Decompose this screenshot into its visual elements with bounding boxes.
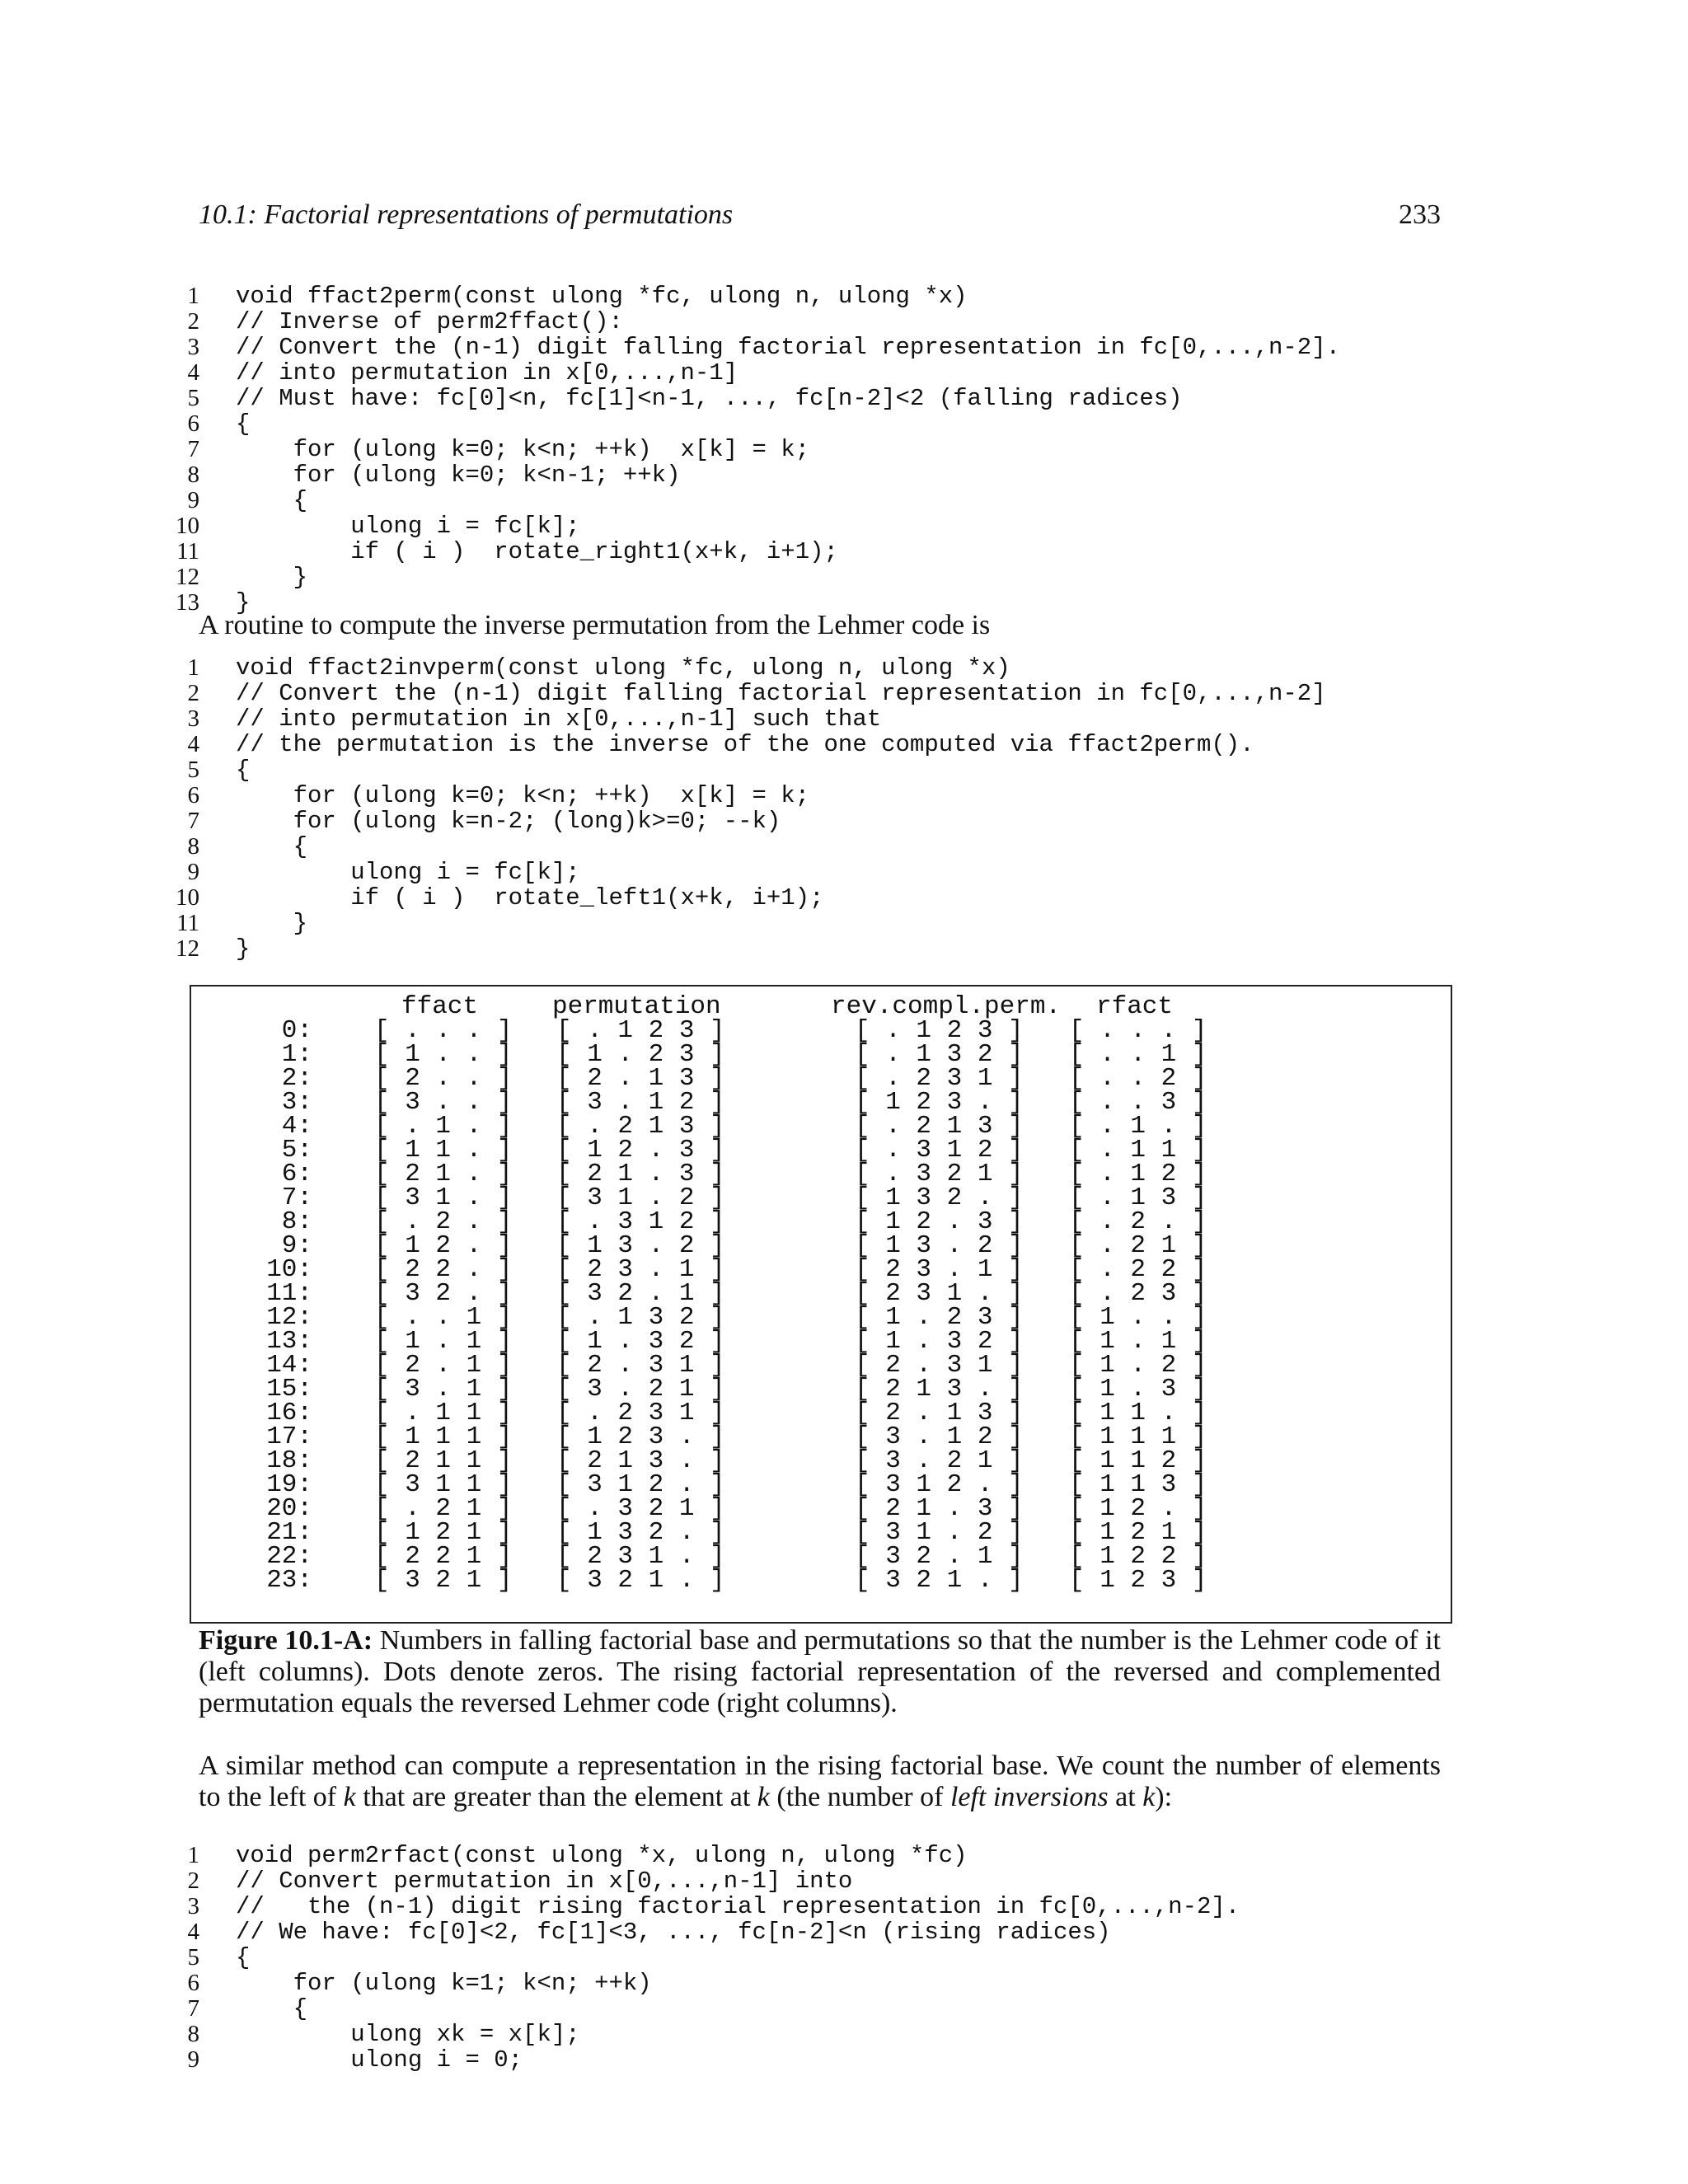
rfact-cell: [ 1 2 2 ] [1069, 1542, 1207, 1571]
line-number: 6 [187, 410, 199, 437]
rev-compl-perm-cell: [ 3 1 2 . ] [855, 1470, 1024, 1499]
table-row [191, 1401, 1428, 1425]
para2-part1: A similar method can compute a representation in the rising factorial base. We count the number of elements to the left of [199, 1750, 1441, 1812]
rfact-cell: [ . . 1 ] [1069, 1040, 1207, 1069]
code-text: // Convert the (n-1) digit falling factorial representation in fc[0,...,n-2] [236, 680, 1326, 707]
rev-compl-perm-cell: [ . 1 3 2 ] [855, 1040, 1024, 1069]
line-number: 7 [187, 436, 199, 462]
code-text: } [236, 935, 251, 963]
ffact-cell: [ . 1 . ] [374, 1112, 513, 1141]
figure-caption [199, 1625, 1441, 1719]
rev-compl-perm-cell: [ 2 1 3 . ] [855, 1375, 1024, 1404]
line-number: 2 [187, 1868, 199, 1894]
permutation-cell: [ 3 2 1 . ] [556, 1566, 725, 1595]
rev-compl-perm-cell: [ 2 3 . 1 ] [855, 1255, 1024, 1284]
line-number: 2 [187, 680, 199, 706]
ffact-cell: [ 1 . 1 ] [374, 1327, 513, 1356]
rev-compl-perm-cell: [ . 1 2 3 ] [855, 1016, 1024, 1045]
row-index: 6: [281, 1160, 312, 1188]
line-number: 11 [176, 910, 199, 936]
table-row [191, 1136, 1428, 1165]
math-k: k [1142, 1782, 1156, 1812]
line-number: 12 [176, 935, 199, 962]
rev-compl-perm-cell: [ 1 2 . 3 ] [855, 1207, 1024, 1236]
row-index: 16: [266, 1399, 312, 1427]
line-number: 2 [187, 308, 199, 335]
code-text: } [236, 564, 308, 591]
row-index: 13: [266, 1327, 312, 1356]
rfact-cell: [ 1 . 2 ] [1069, 1351, 1207, 1380]
ffact-cell: [ . 2 . ] [374, 1207, 513, 1236]
line-number: 3 [187, 705, 199, 732]
rev-compl-perm-cell: [ . 3 1 2 ] [855, 1136, 1024, 1165]
running-head: 10.1: Factorial representations of permutations [199, 199, 734, 230]
line-number: 5 [187, 757, 199, 783]
code-text: ulong i = fc[k]; [236, 859, 580, 886]
row-index: 5: [281, 1136, 312, 1165]
table-row [191, 1375, 1428, 1404]
line-number: 8 [187, 2021, 199, 2047]
ffact-cell: [ 3 . . ] [374, 1088, 513, 1117]
rfact-cell: [ 1 1 3 ] [1069, 1470, 1207, 1499]
table-row [191, 1351, 1428, 1380]
rev-compl-perm-cell: [ 3 2 . 1 ] [855, 1542, 1024, 1571]
table-row [191, 1040, 1428, 1069]
line-number: 6 [187, 1970, 199, 1996]
permutation-cell: [ 3 1 . 2 ] [556, 1183, 725, 1212]
line-number: 10 [176, 513, 199, 539]
row-index: 21: [266, 1518, 312, 1547]
ffact-cell: [ . . . ] [374, 1016, 513, 1045]
column-header: rfact [1096, 992, 1174, 1021]
permutation-cell: [ 1 2 3 . ] [556, 1422, 725, 1451]
table-row [191, 1279, 1428, 1308]
ffact-cell: [ 2 2 . ] [374, 1255, 513, 1284]
rev-compl-perm-cell: [ 1 3 . 2 ] [855, 1231, 1024, 1260]
code-text: // We have: fc[0]<2, fc[1]<3, ..., fc[n-2]<n (rising radices) [236, 1919, 1111, 1946]
row-index: 20: [266, 1494, 312, 1523]
math-k: k [757, 1782, 770, 1812]
rev-compl-perm-cell: [ 1 . 3 2 ] [855, 1327, 1024, 1356]
rfact-cell: [ 1 1 2 ] [1069, 1446, 1207, 1475]
para2-part4: at [1108, 1782, 1143, 1812]
line-number: 7 [187, 808, 199, 834]
row-index: 8: [281, 1207, 312, 1236]
line-number: 9 [187, 2046, 199, 2073]
row-index: 1: [281, 1040, 312, 1069]
rfact-cell: [ 1 2 3 ] [1069, 1566, 1207, 1595]
ffact-cell: [ . 2 1 ] [374, 1494, 513, 1523]
permutation-cell: [ . 3 1 2 ] [556, 1207, 725, 1236]
code-text: ulong xk = x[k]; [236, 2021, 580, 2048]
row-index: 17: [266, 1422, 312, 1451]
para2-part5: ): [1155, 1782, 1173, 1812]
line-number: 3 [187, 334, 199, 360]
rfact-cell: [ . 2 1 ] [1069, 1231, 1207, 1260]
permutation-cell: [ 3 1 2 . ] [556, 1470, 725, 1499]
code-text: // the (n-1) digit rising factorial representation in fc[0,...,n-2]. [236, 1893, 1240, 1920]
page-number: 233 [1399, 199, 1441, 230]
figure-10-1-a [190, 985, 1452, 1624]
rev-compl-perm-cell: [ . 2 1 3 ] [855, 1112, 1024, 1141]
ffact-cell: [ 1 1 . ] [374, 1136, 513, 1165]
code-text: { [236, 833, 308, 860]
rfact-cell: [ . 2 2 ] [1069, 1255, 1207, 1284]
rev-compl-perm-cell: [ 2 . 1 3 ] [855, 1399, 1024, 1427]
row-index: 19: [266, 1470, 312, 1499]
permutation-cell: [ . 2 1 3 ] [556, 1112, 725, 1141]
rev-compl-perm-cell: [ 1 3 2 . ] [855, 1183, 1024, 1212]
table-row [191, 1207, 1428, 1236]
line-number: 3 [187, 1893, 199, 1919]
code-text: { [236, 487, 308, 514]
rfact-cell: [ 1 . 3 ] [1069, 1375, 1207, 1404]
ffact-cell: [ 1 1 1 ] [374, 1422, 513, 1451]
table-row [191, 1303, 1428, 1332]
code-text: for (ulong k=n-2; (long)k>=0; --k) [236, 808, 781, 835]
code-text: } [236, 910, 308, 937]
row-index: 4: [281, 1112, 312, 1141]
ffact-cell: [ 1 2 1 ] [374, 1518, 513, 1547]
code-text: // Convert the (n-1) digit falling factorial representation in fc[0,...,n-2]. [236, 334, 1341, 361]
rfact-cell: [ 1 1 . ] [1069, 1399, 1207, 1427]
rev-compl-perm-cell: [ 1 2 3 . ] [855, 1088, 1024, 1117]
line-number: 8 [187, 833, 199, 860]
column-header: permutation [552, 992, 721, 1021]
line-number: 11 [176, 538, 199, 565]
row-index: 10: [266, 1255, 312, 1284]
ffact-cell: [ 2 1 1 ] [374, 1446, 513, 1475]
code-text: for (ulong k=1; k<n; ++k) [236, 1970, 652, 1997]
figure-caption-text: Numbers in falling factorial base and permutations so that the number is the Lehmer code of it (left columns). Dots denote zeros. The rising factorial representation of the reversed and complemented permutation equals the reversed Lehmer code (right columns). [199, 1625, 1441, 1718]
row-index: 22: [266, 1542, 312, 1571]
line-number: 6 [187, 782, 199, 808]
rev-compl-perm-cell: [ . 2 3 1 ] [855, 1064, 1024, 1093]
permutation-cell: [ . 2 3 1 ] [556, 1399, 725, 1427]
rfact-cell: [ . . . ] [1069, 1016, 1207, 1045]
line-number: 4 [187, 1919, 199, 1945]
table-row [191, 1446, 1428, 1475]
ffact-cell: [ . 1 1 ] [374, 1399, 513, 1427]
row-index: 11: [266, 1279, 312, 1308]
rfact-cell: [ . 2 3 ] [1069, 1279, 1207, 1308]
ffact-cell: [ 3 . 1 ] [374, 1375, 513, 1404]
code-text: if ( i ) rotate_right1(x+k, i+1); [236, 538, 838, 565]
table-row [191, 1327, 1428, 1356]
ffact-cell: [ 3 1 1 ] [374, 1470, 513, 1499]
permutation-cell: [ 1 . 2 3 ] [556, 1040, 725, 1069]
code-text: // into permutation in x[0,...,n-1] such that [236, 705, 882, 733]
rev-compl-perm-cell: [ 3 . 1 2 ] [855, 1422, 1024, 1451]
code-text: void ffact2invperm(const ulong *fc, ulong n, ulong *x) [236, 654, 1010, 682]
table-row [191, 1470, 1428, 1499]
ffact-cell: [ 3 1 . ] [374, 1183, 513, 1212]
paragraph-rising-factorial [199, 1750, 1441, 1813]
line-number: 1 [187, 283, 199, 309]
permutation-cell: [ 1 3 . 2 ] [556, 1231, 725, 1260]
rev-compl-perm-cell: [ 3 1 . 2 ] [855, 1518, 1024, 1547]
ffact-cell: [ 3 2 1 ] [374, 1566, 513, 1595]
table-row [191, 1494, 1428, 1523]
line-number: 1 [187, 1842, 199, 1868]
line-number: 5 [187, 1944, 199, 1971]
line-number: 4 [187, 359, 199, 386]
ffact-cell: [ 2 2 1 ] [374, 1542, 513, 1571]
rfact-cell: [ . 1 . ] [1069, 1112, 1207, 1141]
rev-compl-perm-cell: [ 2 . 3 1 ] [855, 1351, 1024, 1380]
line-number: 10 [176, 884, 199, 911]
permutation-cell: [ 2 1 3 . ] [556, 1446, 725, 1475]
table-row [191, 1255, 1428, 1284]
permutation-cell: [ 2 . 3 1 ] [556, 1351, 725, 1380]
code-text: // Inverse of perm2ffact(): [236, 308, 623, 335]
code-text: } [236, 589, 251, 616]
permutation-cell: [ 3 2 . 1 ] [556, 1279, 725, 1308]
table-row [191, 1162, 1428, 1186]
rfact-cell: [ . 1 1 ] [1069, 1136, 1207, 1165]
rfact-cell: [ . 2 . ] [1069, 1207, 1207, 1236]
permutation-cell: [ . 1 2 3 ] [556, 1016, 725, 1045]
permutation-cell: [ 1 2 . 3 ] [556, 1136, 725, 1165]
row-index: 2: [281, 1064, 312, 1093]
rev-compl-perm-cell: [ 3 2 1 . ] [855, 1566, 1024, 1595]
rev-compl-perm-cell: [ 2 1 . 3 ] [855, 1494, 1024, 1523]
permutation-cell: [ . 1 3 2 ] [556, 1303, 725, 1332]
para2-part2: that are greater than the element at [355, 1782, 757, 1812]
permutation-cell: [ 3 . 1 2 ] [556, 1088, 725, 1117]
column-header: ffact [401, 992, 479, 1021]
rev-compl-perm-cell: [ 3 . 2 1 ] [855, 1446, 1024, 1475]
row-index: 14: [266, 1351, 312, 1380]
code-text: { [236, 1944, 251, 1971]
rfact-cell: [ . . 2 ] [1069, 1064, 1207, 1093]
table-row [191, 1542, 1428, 1571]
line-number: 7 [187, 1995, 199, 2022]
line-number: 9 [187, 859, 199, 885]
rfact-cell: [ 1 2 1 ] [1069, 1518, 1207, 1547]
math-k: k [343, 1782, 356, 1812]
ffact-cell: [ 3 2 . ] [374, 1279, 513, 1308]
permutation-cell: [ 1 . 3 2 ] [556, 1327, 725, 1356]
permutation-cell: [ 3 . 2 1 ] [556, 1375, 725, 1404]
table-row [191, 1518, 1428, 1547]
code-text: if ( i ) rotate_left1(x+k, i+1); [236, 884, 824, 912]
rev-compl-perm-cell: [ 2 3 1 . ] [855, 1279, 1024, 1308]
rfact-cell: [ . 1 3 ] [1069, 1183, 1207, 1212]
row-index: 9: [281, 1231, 312, 1260]
term-left-inversions: left inversions [950, 1782, 1109, 1812]
row-index: 3: [281, 1088, 312, 1117]
rfact-cell: [ 1 . . ] [1069, 1303, 1207, 1332]
rfact-cell: [ . . 3 ] [1069, 1088, 1207, 1117]
para2-part3: (the number of [769, 1782, 950, 1812]
ffact-cell: [ 1 . . ] [374, 1040, 513, 1069]
line-number: 5 [187, 385, 199, 411]
table-row [191, 1112, 1428, 1141]
code-text: // into permutation in x[0,...,n-1] [236, 359, 738, 387]
ffact-cell: [ 2 . 1 ] [374, 1351, 513, 1380]
code-text: ulong i = 0; [236, 2046, 523, 2074]
rev-compl-perm-cell: [ . 3 2 1 ] [855, 1160, 1024, 1188]
ffact-cell: [ 2 . . ] [374, 1064, 513, 1093]
table-row [191, 1088, 1428, 1117]
line-number: 12 [176, 564, 199, 590]
code-text: // Convert permutation in x[0,...,n-1] into [236, 1868, 853, 1895]
paragraph-inverse-routine: A routine to compute the inverse permutation from the Lehmer code is [199, 610, 991, 640]
row-index: 23: [266, 1566, 312, 1595]
line-number: 9 [187, 487, 199, 513]
code-text: { [236, 757, 251, 784]
table-row [191, 1016, 1428, 1045]
permutation-cell: [ 2 . 1 3 ] [556, 1064, 725, 1093]
rfact-cell: [ 1 1 1 ] [1069, 1422, 1207, 1451]
row-index: 0: [281, 1016, 312, 1045]
code-text: void perm2rfact(const ulong *x, ulong n, ulong *fc) [236, 1842, 968, 1869]
rfact-cell: [ . 1 2 ] [1069, 1160, 1207, 1188]
code-text: { [236, 410, 251, 438]
rfact-cell: [ 1 . 1 ] [1069, 1327, 1207, 1356]
code-text: { [236, 1995, 308, 2022]
table-row [191, 1183, 1428, 1212]
code-text: // the permutation is the inverse of the one computed via ffact2perm(). [236, 731, 1254, 758]
row-index: 18: [266, 1446, 312, 1475]
table-row [191, 1064, 1428, 1093]
table-row [191, 1566, 1428, 1595]
line-number: 8 [187, 462, 199, 488]
permutation-cell: [ 2 1 . 3 ] [556, 1160, 725, 1188]
row-index: 15: [266, 1375, 312, 1404]
line-number: 4 [187, 731, 199, 757]
ffact-cell: [ 1 2 . ] [374, 1231, 513, 1260]
code-text: void ffact2perm(const ulong *fc, ulong n, ulong *x) [236, 283, 968, 310]
code-text: // Must have: fc[0]<n, fc[1]<n-1, ..., fc[n-2]<2 (falling radices) [236, 385, 1183, 412]
ffact-cell: [ 2 1 . ] [374, 1160, 513, 1188]
line-number: 1 [187, 654, 199, 681]
figure-caption-label: Figure 10.1-A: [199, 1625, 373, 1656]
code-text: for (ulong k=0; k<n; ++k) x[k] = k; [236, 436, 810, 463]
rev-compl-perm-cell: [ 1 . 2 3 ] [855, 1303, 1024, 1332]
table-row [191, 1422, 1428, 1451]
permutation-cell: [ 2 3 . 1 ] [556, 1255, 725, 1284]
permutation-cell: [ . 3 2 1 ] [556, 1494, 725, 1523]
row-index: 7: [281, 1183, 312, 1212]
code-text: for (ulong k=0; k<n-1; ++k) [236, 462, 681, 489]
column-header: rev.compl.perm. [831, 992, 1062, 1021]
ffact-cell: [ . . 1 ] [374, 1303, 513, 1332]
code-text: for (ulong k=0; k<n; ++k) x[k] = k; [236, 782, 810, 809]
line-number: 13 [176, 589, 199, 616]
rfact-cell: [ 1 2 . ] [1069, 1494, 1207, 1523]
table-row [191, 1231, 1428, 1260]
row-index: 12: [266, 1303, 312, 1332]
permutation-cell: [ 1 3 2 . ] [556, 1518, 725, 1547]
code-text: ulong i = fc[k]; [236, 513, 580, 540]
permutation-cell: [ 2 3 1 . ] [556, 1542, 725, 1571]
